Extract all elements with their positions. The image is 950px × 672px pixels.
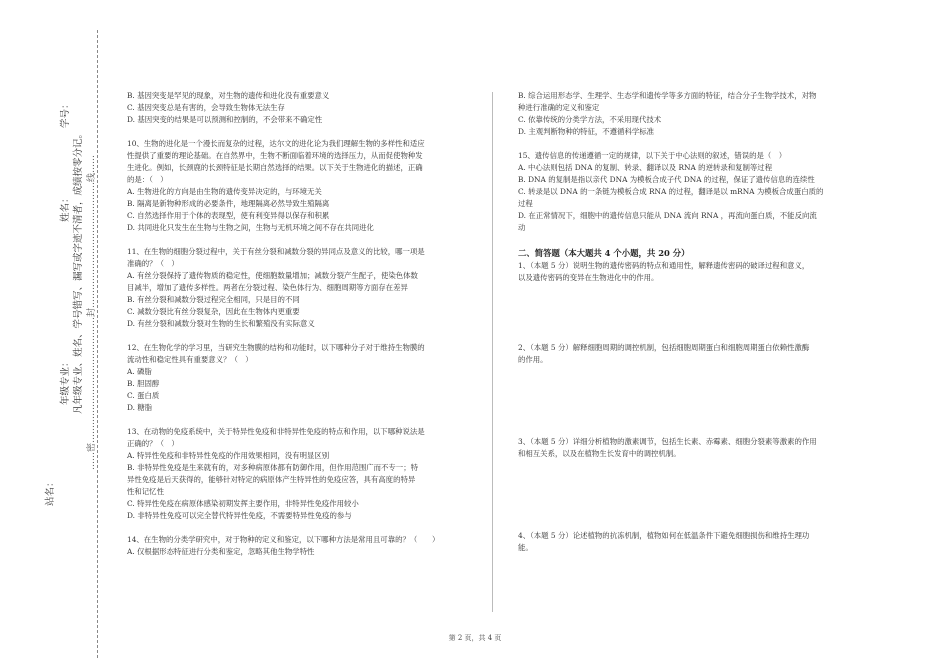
short-answer-1: 1、（本题 5 分）说明生物的遗传密码的特点和通用性，解释遗传密码的破译过程和意义， xyxy=(518,261,810,270)
q12-option-c: C. 蛋白质 xyxy=(127,391,160,400)
q13-option-b: 异性免疫是后天获得的，能够针对特定的病原体产生特异性的免疫应答，具有高度的特异 xyxy=(127,475,416,484)
q10-stem: 的是：（ ） xyxy=(127,175,168,184)
q14-option-c: C. 依靠传统的分类学方法，不采用现代技术 xyxy=(518,115,662,124)
short-answer-2: 2、（本题 5 分）解释细胞周期的调控机制，包括细胞周期蛋白和细胞周期蛋白依赖性激酶 xyxy=(518,343,810,352)
q14-stem: 14、在生物的分类学研究中，对于物种的定义和鉴定，以下哪种方法是常用且可靠的？（ ） xyxy=(127,535,440,544)
q9-option-c: C. 基因突变总是有害的，会导致生物体无法生存 xyxy=(127,103,285,112)
q13-stem: 13、在动物的免疫系统中，关于特异性免疫和非特异性免疫的特点和作用，以下哪种说法是 xyxy=(127,427,425,436)
q9-option-d: D. 基因突变的结果是可以预测和控制的，不会带来不确定性 xyxy=(127,115,323,124)
q14-option-d: D. 主观判断物种的特征，不遵循科学标准 xyxy=(518,127,655,136)
q15-stem: 15、遗传信息的传递遵循一定的规律，以下关于中心法则的叙述，错误的是（ ） xyxy=(518,151,787,160)
q10-option-c: C. 自然选择作用于个体的表现型，使有利变异得以保存和积累 xyxy=(127,211,330,220)
short-answer-4: 能。 xyxy=(518,543,533,552)
q14-option-b: B. 综合运用形态学、生理学、生态学和遗传学等多方面的特征，结合分子生物学技术，对物 xyxy=(518,91,817,100)
site-label: 站名： xyxy=(45,477,56,506)
short-answer-2: 的作用。 xyxy=(518,355,548,364)
q13-option-c: C. 特异性免疫在病原体感染初期发挥主要作用，非特异性免疫作用较小 xyxy=(127,499,359,508)
q11-option-a: 目减半，增加了遗传多样性。两者在分裂过程、染色体行为、细胞周期等方面存在差异 xyxy=(127,283,408,292)
short-answer-3: 和相互关系，以及在植物生长发育中的调控机制。 xyxy=(518,449,681,458)
q10-stem: 性提供了重要的理论基础。在自然界中，生物不断面临着环境的选择压力，从而促使物种发 xyxy=(127,151,423,160)
q14-option-a: A. 仅根据形态特征进行分类和鉴定，忽略其他生物学特性 xyxy=(127,547,315,556)
q12-stem: 12、在生物化学的学习里，当研究生物膜的结构和功能时，以下哪种分子对于维持生物膜的 xyxy=(127,343,425,352)
q14-option-b: 种进行准确的定义和鉴定 xyxy=(518,103,600,112)
grade-major-label: 年级专业： xyxy=(60,357,71,405)
q9-option-b: B. 基因突变是罕见的现象，对生物的遗传和进化没有重要意义 xyxy=(127,91,330,100)
column-divider xyxy=(492,92,493,612)
short-answer-4: 4、（本题 5 分）论述植物的抗冻机制，植物如何在低温条件下避免细胞损伤和维持生理功 xyxy=(518,531,810,540)
exam-number-label: 学号： xyxy=(60,99,71,128)
q13-option-d: D. 非特异性免疫可以完全替代特异性免疫，不需要特异性免疫的参与 xyxy=(127,511,352,520)
q11-option-d: D. 有丝分裂和减数分裂对生物的生长和繁殖没有实际意义 xyxy=(127,319,315,328)
name-label: 姓名： xyxy=(60,193,71,222)
q15-option-d: 动 xyxy=(518,223,526,232)
short-answer-1: 以及遗传密码的变异在生物进化中的作用。 xyxy=(518,273,659,282)
seal-dashed-line xyxy=(97,30,98,658)
q13-option-a: A. 特异性免疫和非特异性免疫的作用效果相同，没有明显区别 xyxy=(127,451,330,460)
q10-option-a: A. 生物进化的方向是由生物的遗传变异决定的，与环境无关 xyxy=(127,187,322,196)
q10-option-b: B. 隔离是新物种形成的必要条件，地理隔离必然导致生殖隔离 xyxy=(127,199,330,208)
short-answer-3: 3、（本题 5 分）详细分析植物的激素调节，包括生长素、赤霉素、细胞分裂素等激素的作用 xyxy=(518,437,817,446)
q12-stem: 流动性和稳定性具有重要意义？（ ） xyxy=(127,355,253,364)
q15-option-c: 过程 xyxy=(518,199,533,208)
q13-stem: 正确的？（ ） xyxy=(127,439,179,448)
q13-option-b: 性和记忆性 xyxy=(127,487,164,496)
q15-option-d: D. 在正常情况下，细胞中的遗传信息只能从 DNA 流向 RNA ，再流向蛋白质，不能反向流 xyxy=(518,211,817,220)
q11-option-c: C. 减数分裂比有丝分裂复杂，因此在生物体内更重要 xyxy=(127,307,300,316)
q10-stem: 10、生物的进化是一个漫长而复杂的过程，达尔文的进化论为我们理解生物的多样性和适应 xyxy=(127,139,425,148)
q12-option-a: A. 磷脂 xyxy=(127,367,152,376)
q12-option-b: B. 胆固醇 xyxy=(127,379,160,388)
q10-option-d: D. 共同进化只发生在生物与生物之间，生物与无机环境之间不存在共同进化 xyxy=(127,223,374,232)
page-footer: 第 2 页，共 4 页 xyxy=(448,634,502,642)
section-title-short-answer: 二、简答题（本大题共 4 个小题，共 20 分） xyxy=(518,248,690,258)
q15-option-a: A. 中心法则包括 DNA 的复制、转录、翻译以及 RNA 的逆转录和复制等过程 xyxy=(518,163,773,172)
seal-line: ……密……………………………………封……………………………………线…… xyxy=(87,154,97,470)
binding-warning: 凡年级专业、姓名、学号错写、漏写或字迹不清者，成绩按零分记。 xyxy=(73,128,84,414)
left-column xyxy=(127,90,479,558)
q10-stem: 生进化。例如，长颈鹿的长颈特征是长期自然选择的结果。以下关于生物进化的描述，正确 xyxy=(127,163,423,172)
q15-option-c: C. 转录是以 DNA 的一条链为模板合成 RNA 的过程，翻译是以 mRNA 为模板合成蛋白质的 xyxy=(518,187,824,196)
q11-stem: 11、在生物的细胞分裂过程中，关于有丝分裂和减数分裂的异同点及意义的比较，哪一项是 xyxy=(127,247,425,256)
right-column xyxy=(518,90,858,554)
q11-stem: 准确的？（ ） xyxy=(127,259,179,268)
q11-option-a: A. 有丝分裂保持了遗传物质的稳定性，使细胞数量增加；减数分裂产生配子，使染色体数 xyxy=(127,271,418,280)
q12-option-d: D. 糖脂 xyxy=(127,403,153,412)
q15-option-b: B. DNA 的复制是指以亲代 DNA 为模板合成子代 DNA 的过程，保证了遗传信息的连续性 xyxy=(518,175,815,184)
q11-option-b: B. 有丝分裂和减数分裂过程完全相同，只是目的不同 xyxy=(127,295,300,304)
q13-option-b: B. 非特异性免疫是生来就有的，对多种病原体都有防御作用，但作用范围广而不专一；特 xyxy=(127,463,418,472)
